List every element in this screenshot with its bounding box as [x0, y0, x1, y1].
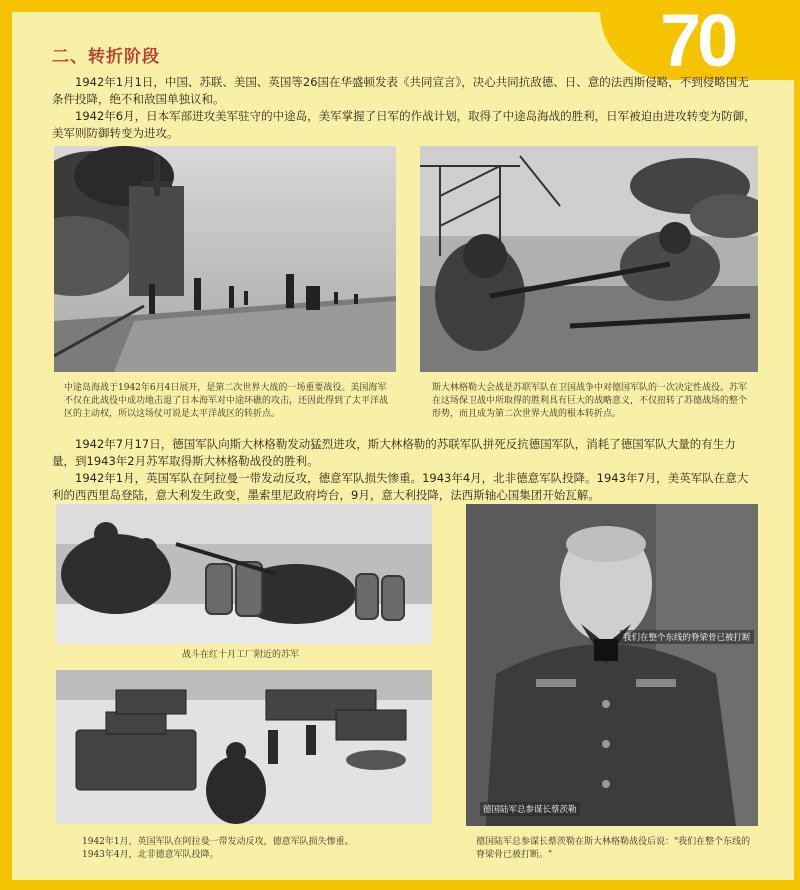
paragraph-midway: 1942年6月，日本军部进攻美军驻守的中途岛，美军掌握了日军的作战计划，取得了中途岛海战的胜利，日军被迫由进攻转变为防御，美军则防御转变为进攻。 — [52, 109, 756, 140]
alamein-tanks-photo — [56, 670, 432, 824]
paragraph-stalingrad: 1942年7月17日，德国军队向斯大林格勒发动猛烈进攻，斯大林格勒的苏联军队拼死反抗德国军队，消耗了德国军队大量的有生力量，到1943年2月苏军取得斯大林格勒战役的胜利。 — [52, 437, 736, 468]
alamein-caption-line1: 1942年1月，英国军队在阿拉曼一带发动反攻，德意军队损失惨重。 — [82, 837, 354, 847]
paragraph-declaration: 1942年1月1日，中国、苏联、美国、英国等26国在华盛顿发表《共同宣言》，决心共同抗敌德、日、意的法西斯侵略，不到侵略国无条件投降，绝不和敌国单独议和。 — [52, 75, 749, 106]
section-title: 二、转折阶段 — [52, 47, 160, 67]
stalingrad-caption: 斯大林格勒大会战是苏联军队在卫国战争中对德国军队的一次决定性战役。苏军在这场保卫战中所取得的胜利具有巨大的战略意义，不仅扭转了苏德战场的整个形势，而且成为第二次世界大战的根本转折点。 — [432, 383, 748, 419]
paragraph-north-africa: 1942年1月，英国军队在阿拉曼一带发动反攻，德意军队损失惨重。1943年4月，北非德意军队投降。1943年7月，美英军队在意大利的西西里岛登陆，意大利发生政变，墨索里尼政府垮台，9月，意大利投降，法西斯轴心国集团开始瓦解。 — [52, 471, 749, 502]
midway-caption: 中途岛海战于1942年6月4日展开，是第二次世界大战的一场重要战役。美国海军不仅在此战役中成功地击退了日本海军对中途环礁的攻击，还因此得到了太平洋战区的主动权，所以这场仗可说是太平洋战区的转折点。 — [64, 383, 389, 419]
general-caption: 德国陆军总参谋长蔡茨勒在斯大林格勒战役后说："我们在整个东线的脊梁骨已被打断。" — [476, 837, 751, 860]
portrait-name-overlay: 德国陆军总参谋长蔡茨勒 — [480, 802, 580, 816]
page-number: 70 — [660, 0, 735, 82]
general-zeitzler-portrait — [466, 504, 758, 826]
red-october-caption: 战斗在红十月工厂附近的苏军 — [182, 650, 300, 660]
frame-bottom — [0, 880, 800, 890]
stalingrad-soldiers-photo — [420, 146, 758, 372]
frame-left — [0, 0, 12, 890]
portrait-quote-overlay: 我们在整个东线的脊梁骨已被打断 — [620, 630, 754, 644]
frame-right — [794, 0, 800, 890]
red-october-photo — [56, 504, 432, 644]
alamein-caption-line2: 1943年4月，北非德意军队投降。 — [82, 850, 219, 860]
midway-carrier-photo — [54, 146, 396, 372]
